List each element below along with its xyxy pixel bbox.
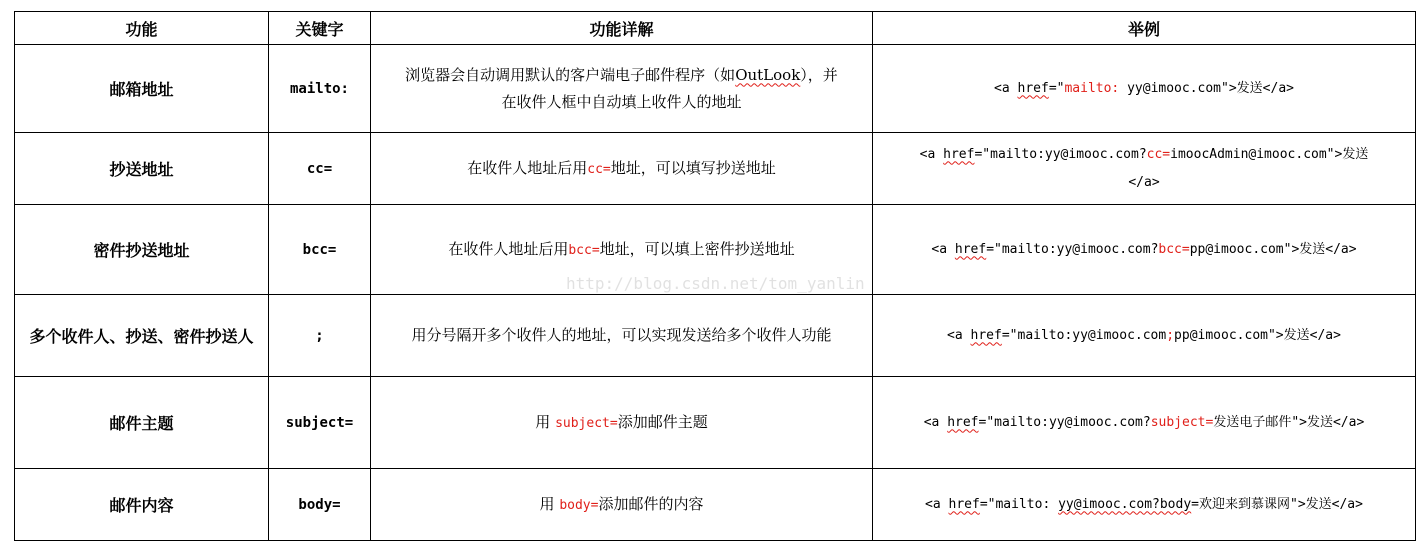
detail-text: 在收件人地址后用 bbox=[467, 158, 588, 177]
detail-text: 地址，可以填上密件抄送地址 bbox=[599, 239, 795, 258]
header-example: 举例 bbox=[873, 12, 1416, 45]
keyword-cell: mailto: bbox=[269, 45, 371, 133]
header-row bbox=[15, 12, 1416, 45]
detail-text: 在收件人框中自动填上收件人的地址 bbox=[501, 92, 742, 111]
example-href: href bbox=[970, 327, 1002, 343]
example-text: ="mailto:yy@imooc.com? bbox=[974, 146, 1147, 162]
example-text: <a bbox=[919, 146, 944, 162]
detail-cell bbox=[371, 45, 873, 133]
detail-cell bbox=[371, 469, 873, 541]
example-text: 发送电子邮件">发送</a> bbox=[1213, 414, 1365, 430]
detail-code: cc= bbox=[587, 161, 611, 177]
example-text: ="mailto:yy@imooc.com? bbox=[978, 414, 1151, 430]
watermark: http://blog.csdn.net/tom_yanlin bbox=[566, 274, 865, 293]
example-highlight: yy@imooc.com?body bbox=[1058, 496, 1192, 512]
feature-cell: 邮件主题 bbox=[15, 377, 269, 469]
keyword-cell: subject= bbox=[269, 377, 371, 469]
header-feature: 功能 bbox=[15, 12, 269, 45]
detail-text: 用 bbox=[539, 494, 560, 513]
table-row bbox=[15, 133, 1416, 205]
keyword-cell: cc= bbox=[269, 133, 371, 205]
keyword-cell: bcc= bbox=[269, 205, 371, 295]
example-text: =" bbox=[1048, 80, 1065, 96]
detail-outlook: OutLook bbox=[735, 65, 801, 84]
detail-cell bbox=[371, 377, 873, 469]
example-text: <a bbox=[923, 414, 948, 430]
example-text: pp@imooc.com">发送</a> bbox=[1174, 327, 1341, 343]
detail-text: ），并 bbox=[800, 65, 838, 84]
example-href: href bbox=[947, 414, 979, 430]
example-highlight: subject= bbox=[1150, 414, 1214, 430]
detail-text: 地址，可以填写抄送地址 bbox=[610, 158, 776, 177]
table-row bbox=[15, 377, 1416, 469]
example-text: ="mailto: bbox=[979, 496, 1059, 512]
example-highlight: ; bbox=[1166, 327, 1175, 343]
example-highlight: bcc= bbox=[1158, 241, 1190, 257]
feature-cell: 邮件内容 bbox=[15, 469, 269, 541]
example-cell bbox=[873, 295, 1416, 377]
example-text: yy@imooc.com">发送</a> bbox=[1119, 80, 1294, 96]
example-cell bbox=[873, 133, 1416, 205]
example-text: <a bbox=[931, 241, 955, 257]
detail-code: bcc= bbox=[568, 242, 600, 258]
example-cell bbox=[873, 205, 1416, 295]
example-href: href bbox=[1017, 80, 1049, 96]
detail-cell bbox=[371, 205, 873, 295]
table-row bbox=[15, 45, 1416, 133]
detail-text: 用 bbox=[535, 412, 556, 431]
detail-text: 添加邮件的内容 bbox=[598, 494, 704, 513]
keyword-cell: body= bbox=[269, 469, 371, 541]
table-row bbox=[15, 205, 1416, 295]
detail-cell bbox=[371, 133, 873, 205]
example-text: ="mailto:yy@imooc.com bbox=[1001, 327, 1167, 343]
table-row bbox=[15, 469, 1416, 541]
example-cell bbox=[873, 45, 1416, 133]
example-cell bbox=[873, 377, 1416, 469]
example-text: imoocAdmin@imooc.com">发送 bbox=[1170, 146, 1369, 162]
header-keyword: 关键字 bbox=[269, 12, 371, 45]
detail-text: 浏览器会自动调用默认的客户端电子邮件程序（如 bbox=[405, 65, 736, 84]
feature-cell: 多个收件人、抄送、密件抄送人 bbox=[15, 295, 269, 377]
header-detail: 功能详解 bbox=[371, 12, 873, 45]
feature-cell: 抄送地址 bbox=[15, 133, 269, 205]
example-cell bbox=[873, 469, 1416, 541]
example-text: </a> bbox=[1128, 174, 1160, 190]
example-href: href bbox=[943, 146, 975, 162]
example-text: <a bbox=[925, 496, 949, 512]
example-text: <a bbox=[947, 327, 971, 343]
detail-code: body= bbox=[559, 497, 599, 513]
detail-code: subject= bbox=[555, 415, 618, 431]
feature-cell: 邮箱地址 bbox=[15, 45, 269, 133]
example-text: =欢迎来到慕课网">发送</a> bbox=[1191, 496, 1363, 512]
mailto-reference-table bbox=[14, 11, 1416, 541]
detail-text: 添加邮件主题 bbox=[617, 412, 708, 431]
detail-cell bbox=[371, 295, 873, 377]
example-text: <a bbox=[994, 80, 1018, 96]
example-highlight: mailto: bbox=[1064, 80, 1120, 96]
example-text: ="mailto:yy@imooc.com? bbox=[986, 241, 1159, 257]
keyword-cell: ; bbox=[269, 295, 371, 377]
example-href: href bbox=[954, 241, 987, 257]
example-text: pp@imooc.com">发送</a> bbox=[1189, 241, 1357, 257]
table-row bbox=[15, 295, 1416, 377]
detail-text: 在收件人地址后用 bbox=[448, 239, 569, 258]
feature-cell: 密件抄送地址 bbox=[15, 205, 269, 295]
example-highlight: cc= bbox=[1146, 146, 1171, 162]
detail-text: 用分号隔开多个收件人的地址，可以实现发送给多个收件人功能 bbox=[411, 326, 832, 344]
example-href: href bbox=[948, 496, 980, 512]
